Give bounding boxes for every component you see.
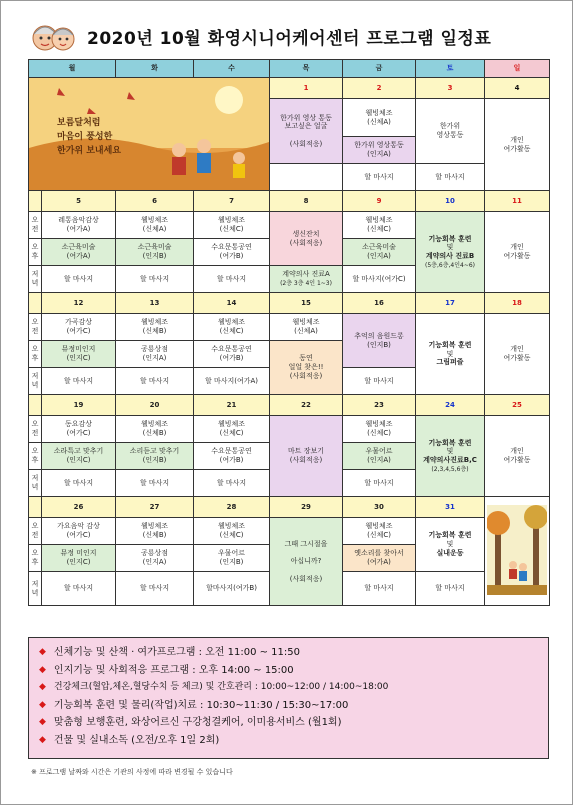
w5-mon-pm: 뮤정 미인지 (인지C) bbox=[42, 545, 116, 572]
w4-wed-pm: 수요문통공연 (여가B) bbox=[194, 443, 270, 470]
banner-line-3: 한가위 보내세요 bbox=[57, 146, 121, 156]
w5-wed-eve: 할마사지(여가B) bbox=[194, 572, 270, 606]
w2-fri-eve: 할 마사지(여가C) bbox=[343, 266, 416, 293]
date-4: 4 bbox=[485, 78, 550, 99]
w1-fri-am-l2: (신체A) bbox=[367, 117, 391, 126]
row-label-eve: 저 녁 bbox=[29, 368, 42, 395]
w1-fri-am-l1: 웰빙체조 bbox=[365, 108, 393, 117]
diamond-bullet-icon: ◆ bbox=[39, 664, 46, 675]
w5-mon-eve: 할 마사지 bbox=[42, 572, 116, 606]
w3-mon-pm: 뮤정미인지 (인지C) bbox=[42, 341, 116, 368]
w4-wed-eve: 할 마사지 bbox=[194, 470, 270, 497]
title-bar bbox=[29, 19, 549, 53]
w5-mon-am: 가요음악 감상 (여가C) bbox=[42, 518, 116, 545]
w4-tue-pm: 소리듣고 맞추기 (인지B) bbox=[116, 443, 194, 470]
w3-thu-pm: 동연 얼얼 찾은!! (사회적응) bbox=[270, 341, 343, 395]
w3-tue-pm: 공룡상점 (인지A) bbox=[116, 341, 194, 368]
date-22: 22 bbox=[270, 395, 343, 416]
week1-date-row bbox=[29, 78, 550, 99]
week5-date-row bbox=[29, 497, 550, 518]
week4-date-row bbox=[29, 395, 550, 416]
date-6: 6 bbox=[116, 191, 194, 212]
program-info-box bbox=[28, 637, 549, 759]
calendar-table bbox=[28, 59, 550, 606]
week2-am-row bbox=[29, 212, 550, 239]
date-20: 20 bbox=[116, 395, 194, 416]
info-item: ◆ 인지기능 및 사회적응 프로그램 : 오후 14:00 ~ 15:00 bbox=[39, 662, 538, 680]
w4-wed-am: 웰빙체조 (신체C) bbox=[194, 416, 270, 443]
w3-mon-am: 가곡감상 (여가C) bbox=[42, 314, 116, 341]
w1-fri-pm-l2: (인지A) bbox=[367, 150, 391, 158]
w3-wed-am: 웰빙체조 (신체C) bbox=[194, 314, 270, 341]
diamond-bullet-icon: ◆ bbox=[39, 699, 46, 710]
w5-fri-pm: 옛소리를 찾아서 (여가A) bbox=[343, 545, 416, 572]
w1-sun-l2: 여가활동 bbox=[503, 144, 531, 153]
w2-wed-am: 웰빙체조 (신체C) bbox=[194, 212, 270, 239]
w3-wed-pm: 수요문통공연 (여가B) bbox=[194, 341, 270, 368]
autumn-tree-illustration-icon bbox=[487, 505, 547, 595]
w3-sun-program: 개인 여가활동 bbox=[485, 314, 550, 395]
w3-sat-program: 기능회복 훈련 및 그림퍼즐 bbox=[416, 314, 485, 395]
w3-wed-eve: 할 마사지(여가A) bbox=[194, 368, 270, 395]
week4-am-row bbox=[29, 416, 550, 443]
w5-thu-program: 그때 그시절을 아십니까? (사회적응) bbox=[270, 518, 343, 606]
w5-wed-pm: 우물어르 (인지B) bbox=[194, 545, 270, 572]
w2-tue-am: 웰빙체조 (신체A) bbox=[116, 212, 194, 239]
row-label-pm: 오 후 bbox=[29, 341, 42, 368]
w2-mon-eve: 할 마사지 bbox=[42, 266, 116, 293]
row-label-am: 오 전 bbox=[29, 416, 42, 443]
week4-label-blank bbox=[29, 395, 42, 416]
week3-am-row bbox=[29, 314, 550, 341]
w5-wed-am: 웰빙체조 (신체C) bbox=[194, 518, 270, 545]
row-label-am: 오 전 bbox=[29, 314, 42, 341]
week2-date-row bbox=[29, 191, 550, 212]
w4-fri-am: 웰빙체조 (신체C) bbox=[343, 416, 416, 443]
footnote: ※ 프로그램 날짜와 시간은 기관의 사정에 따라 변경될 수 있습니다 bbox=[31, 768, 233, 776]
date-14: 14 bbox=[194, 293, 270, 314]
w4-tue-am: 웰빙체조 (신체B) bbox=[116, 416, 194, 443]
w4-thu-program: 마트 장보기 (사회적응) bbox=[270, 416, 343, 497]
w5-sat-program: 기능회복 훈련 및 실내운동 bbox=[416, 518, 485, 572]
w2-mon-am: 레통음악감상 (여가A) bbox=[42, 212, 116, 239]
week3-label-blank bbox=[29, 293, 42, 314]
w5-tue-eve: 할 마사지 bbox=[116, 572, 194, 606]
week1-sun-program bbox=[485, 99, 550, 191]
w4-mon-eve: 할 마사지 bbox=[42, 470, 116, 497]
week1-fri-eve: 할 마사지 bbox=[343, 164, 416, 191]
row-label-eve: 저 녁 bbox=[29, 266, 42, 293]
w2-thu-eve: 계약의사 진료A (2층 3층 4인 1~3) bbox=[270, 266, 343, 293]
date-27: 27 bbox=[116, 497, 194, 518]
date-21: 21 bbox=[194, 395, 270, 416]
week1-sat-eve: 할 마사지 bbox=[416, 164, 485, 191]
week5-label-blank bbox=[29, 497, 42, 518]
date-19: 19 bbox=[42, 395, 116, 416]
w2-sun-program: 개인 여가활동 bbox=[485, 212, 550, 293]
date-7: 7 bbox=[194, 191, 270, 212]
weekday-thu: 목 bbox=[270, 60, 343, 78]
w3-mon-eve: 할 마사지 bbox=[42, 368, 116, 395]
row-label-pm: 오 후 bbox=[29, 239, 42, 266]
w1-fri-pm-l1: 한가위 영상통동 bbox=[354, 141, 404, 150]
w5-sun-illustration bbox=[485, 497, 550, 606]
date-15: 15 bbox=[270, 293, 343, 314]
date-24: 24 bbox=[416, 395, 485, 416]
banner-line-1: 보름달처럼 bbox=[57, 118, 101, 128]
w3-thu-am: 웰빙체조 (신체A) bbox=[270, 314, 343, 341]
chuseok-banner bbox=[29, 78, 270, 191]
w4-sun-program: 개인 여가활동 bbox=[485, 416, 550, 497]
w5-tue-am: 웰빙체조 (신체B) bbox=[116, 518, 194, 545]
info-item: ◆ 건강체크(혈압,체온,혈당수치 등 체크) 및 간호관리 : 10:00~12:00 / 14:00~18:00 bbox=[39, 679, 538, 697]
banner-line-2: 마음이 풍성한 bbox=[57, 132, 113, 142]
date-8: 8 bbox=[270, 191, 343, 212]
date-18: 18 bbox=[485, 293, 550, 314]
date-9: 9 bbox=[343, 191, 416, 212]
date-5: 5 bbox=[42, 191, 116, 212]
date-29: 29 bbox=[270, 497, 343, 518]
w5-sat-eve: 할 마사지 bbox=[416, 572, 485, 606]
info-item: ◆ 기능회복 훈련 및 물리(작업)치료 : 10:30~11:30 / 15:30~17:00 bbox=[39, 697, 538, 715]
date-13: 13 bbox=[116, 293, 194, 314]
row-label-am: 오 전 bbox=[29, 212, 42, 239]
date-12: 12 bbox=[42, 293, 116, 314]
weekday-tue: 화 bbox=[116, 60, 194, 78]
row-label-pm: 오 후 bbox=[29, 443, 42, 470]
w3-tue-am: 웰빙체조 (신체B) bbox=[116, 314, 194, 341]
w4-sat-program: 기능회복 훈련 및 계약의사진료B,C (2,3,4,5,6층) bbox=[416, 416, 485, 497]
date-25: 25 bbox=[485, 395, 550, 416]
row-label-am: 오 전 bbox=[29, 518, 42, 545]
w2-wed-pm: 수요문통공연 (여가B) bbox=[194, 239, 270, 266]
w4-tue-eve: 할 마사지 bbox=[116, 470, 194, 497]
page-title: 2020년 10월 화영시니어케어센터 프로그램 일정표 bbox=[87, 28, 492, 49]
date-28: 28 bbox=[194, 497, 270, 518]
date-11: 11 bbox=[485, 191, 550, 212]
weekday-mon: 월 bbox=[29, 60, 116, 78]
diamond-bullet-icon: ◆ bbox=[39, 682, 46, 692]
w1-thu-l2: 보고싶은 얼굴 bbox=[284, 122, 328, 131]
date-31: 31 bbox=[416, 497, 485, 518]
w2-wed-eve: 할 마사지 bbox=[194, 266, 270, 293]
seniors-logo-icon bbox=[29, 20, 77, 52]
w5-tue-pm: 공룡상점 (인지A) bbox=[116, 545, 194, 572]
weekday-sun: 일 bbox=[485, 60, 550, 78]
w3-tue-eve: 할 마사지 bbox=[116, 368, 194, 395]
weekday-header-row bbox=[29, 60, 550, 78]
date-17: 17 bbox=[416, 293, 485, 314]
diamond-bullet-icon: ◆ bbox=[39, 734, 46, 745]
w4-mon-am: 동요감상 (여가C) bbox=[42, 416, 116, 443]
w2-fri-am: 웰빙체조 (신체C) bbox=[343, 212, 416, 239]
week1-thu-eve bbox=[270, 164, 343, 191]
date-30: 30 bbox=[343, 497, 416, 518]
date-3: 3 bbox=[416, 78, 485, 99]
w2-tue-eve: 할 마사지 bbox=[116, 266, 194, 293]
w1-thu-l3: (사회적응) bbox=[289, 139, 323, 148]
week2-label-blank bbox=[29, 191, 42, 212]
w4-fri-eve: 할 마사지 bbox=[343, 470, 416, 497]
w1-thu-l1: 한가위 영상 통동 bbox=[280, 113, 332, 122]
w1-sat-l2: 영상통동 bbox=[436, 131, 464, 139]
w2-thu-birthday: 생신잔치 (사회적응) bbox=[270, 212, 343, 266]
w1-sat-l1: 한가위 bbox=[439, 122, 461, 131]
date-1: 1 bbox=[270, 78, 343, 99]
w5-fri-am: 웰빙체조 (신체C) bbox=[343, 518, 416, 545]
date-16: 16 bbox=[343, 293, 416, 314]
row-label-eve: 저 녁 bbox=[29, 572, 42, 606]
w4-mon-pm: 소라특고 맞추기 (인지C) bbox=[42, 443, 116, 470]
info-item: ◆ 신체기능 및 산책 · 여가프로그램 : 오전 11:00 ~ 11:50 bbox=[39, 644, 538, 662]
w2-mon-pm: 소근육미술 (여가A) bbox=[42, 239, 116, 266]
w1-sun-l1: 개인 bbox=[510, 135, 524, 144]
w2-sat-program: 기능회복 훈련 및 계약의사 진료B (5층,6층,4인4~6) bbox=[416, 212, 485, 293]
date-26: 26 bbox=[42, 497, 116, 518]
weekday-fri: 금 bbox=[343, 60, 416, 78]
diamond-bullet-icon: ◆ bbox=[39, 647, 46, 657]
week3-date-row bbox=[29, 293, 550, 314]
diamond-bullet-icon: ◆ bbox=[39, 717, 46, 727]
weekday-sat: 토 bbox=[416, 60, 485, 78]
w5-fri-eve: 할 마사지 bbox=[343, 572, 416, 606]
week1-thu-program bbox=[270, 99, 343, 164]
info-item: ◆ 맞춤형 보행훈련, 와상어르신 구강청결케어, 이미용서비스 (월1회) bbox=[39, 714, 538, 732]
week1-fri-am bbox=[343, 99, 416, 137]
info-item: ◆ 건물 및 실내소독 (오전/오후 1일 2회) bbox=[39, 732, 538, 750]
w3-fri-program: 추억의 음원드롱 (인지B) bbox=[343, 314, 416, 368]
week1-sat-program bbox=[416, 99, 485, 164]
week5-am-row bbox=[29, 518, 550, 545]
w2-tue-pm: 소근육미술 (인지B) bbox=[116, 239, 194, 266]
date-2: 2 bbox=[343, 78, 416, 99]
week1-fri-pm bbox=[343, 137, 416, 164]
date-23: 23 bbox=[343, 395, 416, 416]
w2-fri-pm: 소근육미술 (인지A) bbox=[343, 239, 416, 266]
w4-fri-pm: 우물어르 (인지A) bbox=[343, 443, 416, 470]
row-label-eve: 저 녁 bbox=[29, 470, 42, 497]
row-label-pm: 오 후 bbox=[29, 545, 42, 572]
w3-fri-eve: 할 마사지 bbox=[343, 368, 416, 395]
weekday-wed: 수 bbox=[194, 60, 270, 78]
date-10: 10 bbox=[416, 191, 485, 212]
